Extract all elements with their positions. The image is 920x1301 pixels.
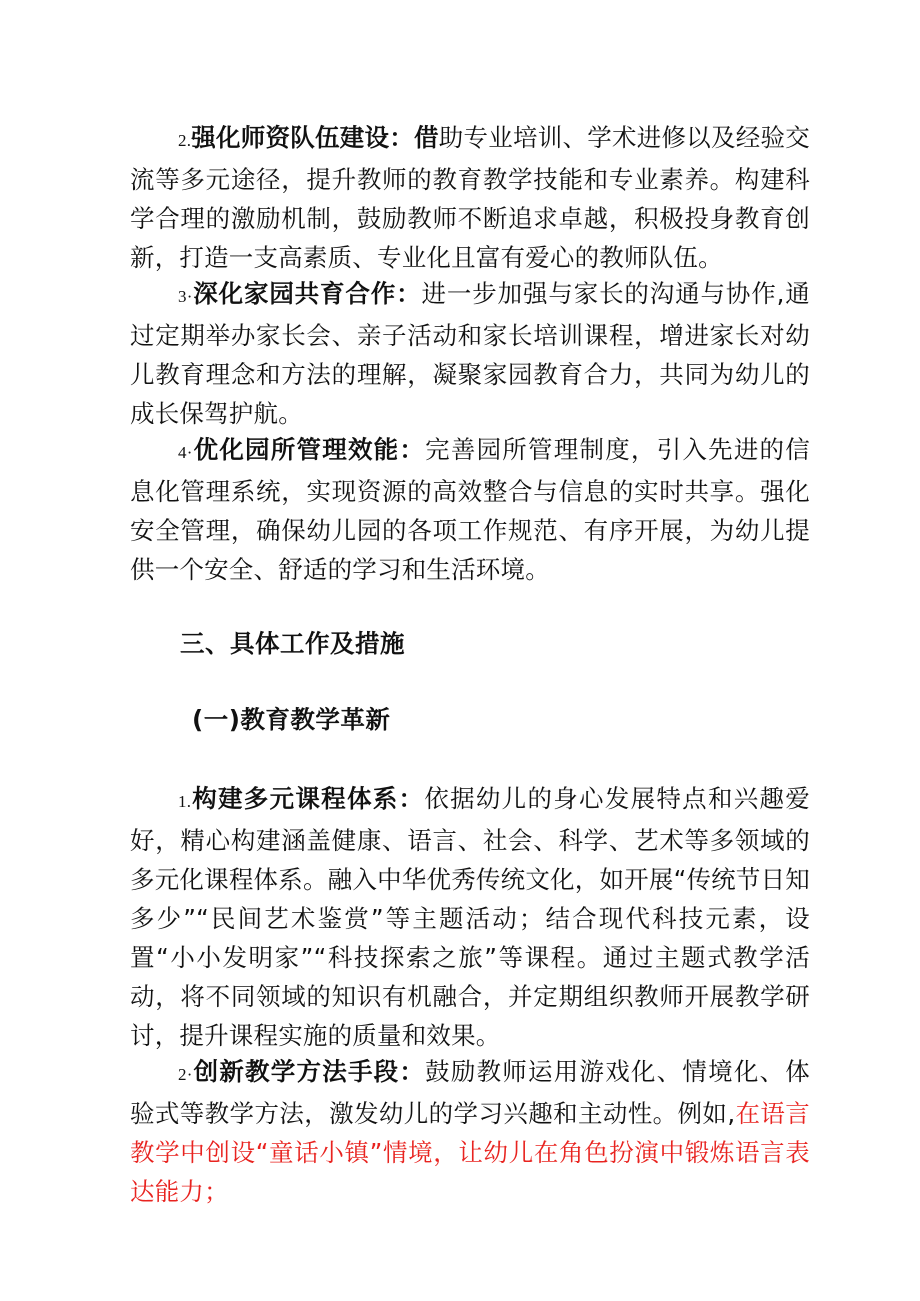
paragraph-title: 创新教学方法手段： bbox=[192, 1057, 426, 1086]
paragraph-management bbox=[130, 430, 810, 589]
paragraph-title: 构建多元课程体系： bbox=[191, 784, 425, 813]
subsection-heading: (一)教育教学革新 bbox=[192, 705, 391, 734]
paragraph-body: 依据幼儿的身心发展特点和兴趣爱好，精心构建涵盖健康、语言、社会、科学、艺术等多领域的多元化课程体系。融入中华优秀传统文化，如开展“传统节日知多少”“民间艺术鉴赏”等主题活动；结合现代科技元素，设置“小小发明家”“科技探索之旅”等课程。通过主题式教学活动，将不同领域的知识有机融合，并定期组织教师开展教学研讨，提升课程实施的质量和效果。 bbox=[130, 784, 810, 1050]
item-number: 2· bbox=[178, 1065, 193, 1084]
paragraph-curriculum bbox=[130, 779, 810, 1055]
item-number: 2. bbox=[178, 131, 192, 150]
item-number: 4· bbox=[178, 443, 193, 462]
paragraph-teacher-team bbox=[130, 118, 810, 277]
paragraph-body: 进一步加强与家长的沟通与协作,通过定期举办家长会、亲子活动和家长培训课程，增进家长对幼儿教育理念和方法的理解，凝聚家园教育合力，共同为幼儿的成长保驾护航。 bbox=[130, 279, 810, 428]
paragraph-title: 优化园所管理效能： bbox=[192, 435, 426, 464]
item-number: 1. bbox=[178, 792, 192, 811]
paragraph-body: 鼓励教师运用游戏化、情境化、体验式等教学方法，激发幼儿的学习兴趣和主动性。例如, bbox=[130, 1057, 810, 1128]
section-heading: 三、具体工作及措施 bbox=[180, 629, 405, 658]
paragraph-title: 强化师资队伍建设：借 bbox=[191, 123, 439, 152]
highlighted-text: 在语言教学中创设“童话小镇”情境，让幼儿在角色扮演中锻炼语言表达能力； bbox=[130, 1099, 810, 1206]
item-number: 3· bbox=[178, 287, 193, 306]
paragraph-home-school bbox=[130, 274, 810, 433]
paragraph-body: 完善园所管理制度，引入先进的信息化管理系统，实现资源的高效整合与信息的实时共享。强化安全管理，确保幼儿园的各项工作规范、有序开展，为幼儿提供一个安全、舒适的学习和生活环境。 bbox=[130, 435, 810, 584]
paragraph-title: 深化家园共育合作： bbox=[192, 279, 422, 308]
paragraph-teaching-methods bbox=[130, 1052, 810, 1211]
paragraph-body: 助专业培训、学术进修以及经验交流等多元途径，提升教师的教育教学技能和专业素养。构建科学合理的激励机制，鼓励教师不断追求卓越，积极投身教育创新，打造一支高素质、专业化且富有爱心的教师队伍。 bbox=[130, 123, 811, 272]
